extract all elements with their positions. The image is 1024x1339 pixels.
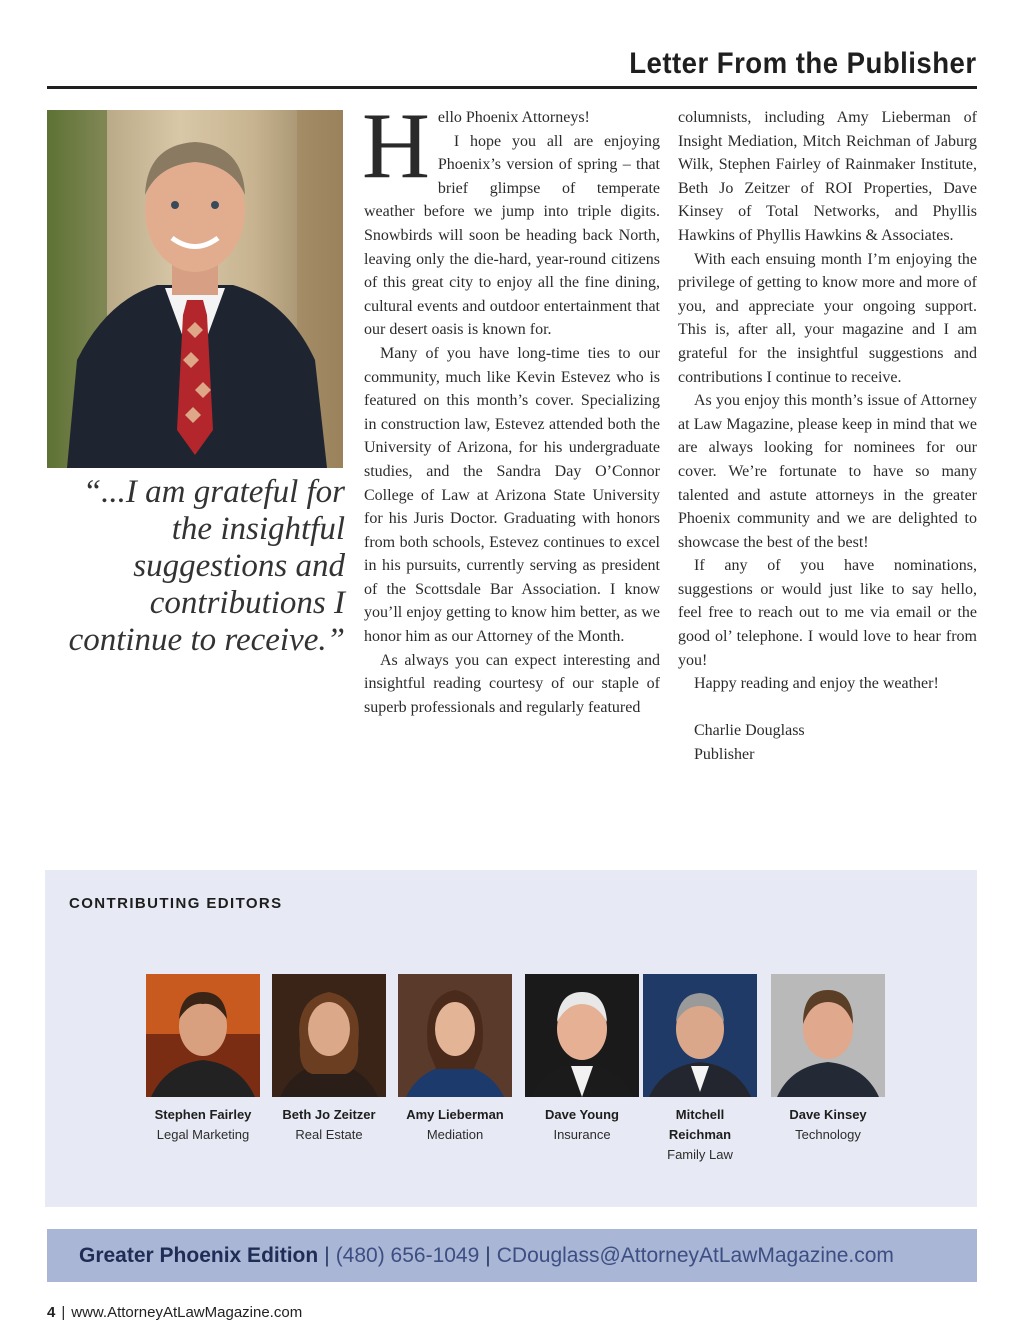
page-number: 4 [47,1304,56,1321]
edition-name: Greater Phoenix Edition [79,1243,319,1267]
pull-quote: “...I am grateful for the insightful suggestions and contributions I continue to receive.” [68,474,345,658]
editor-name: Beth Jo Zeitzer [282,1107,376,1122]
letter-paragraph: Happy reading and enjoy the weather! [694,675,939,693]
editor-name: Dave Kinsey [789,1107,867,1122]
footer-url[interactable]: www.AttorneyAtLawMagazine.com [71,1304,303,1321]
contributing-editors-panel [45,870,977,1207]
edition-contact-bar [47,1229,977,1282]
editor-role: Legal Marketing [156,1127,250,1142]
editor-card [525,974,639,1145]
editor-card [272,974,386,1145]
separator: | [324,1243,330,1267]
letter-column-2 [678,106,977,767]
editor-photo [525,974,639,1097]
separator: | [485,1243,491,1267]
signature-title: Publisher [694,746,755,764]
editor-role: Mediation [426,1127,484,1142]
editor-card [146,974,260,1145]
letter-paragraph: I hope you all are enjoying Phoenix’s version of spring – that brief glimpse of temperate weather before we jump into triple digits. Snowbirds will soon be heading back North, leaving only the die-hard, year-round citizens of this great city to enjoy all the fine dining, cultural events and outdoor entertainment that our desert oasis is known for. [364,132,660,339]
editor-name: Mitchell Reichman [668,1107,732,1142]
contributing-editors-title: CONTRIBUTING EDITORS [69,895,283,912]
header-rule [47,86,977,89]
letter-column-1 [362,94,660,719]
drop-cap: H [362,94,430,198]
editor-card [398,974,512,1145]
editor-photo [146,974,260,1097]
letter-greeting: ello Phoenix Attorneys! [437,109,590,126]
letter-paragraph: Many of you have long-time ties to our community, much like Kevin Estevez who is featured on this month’s cover. Specializing in construction law, Estevez attended both the University of Arizona, for his undergraduate studies, and the Sandra Day O’Connor College of Law at Arizona State University for his Juris Doctor. Graduating with honors from both schools, Estevez continues to excel in his pursuits, currently serving as president of the Scottsdale Bar Association. I know you’ll enjoy getting to know him better, as we honor him as our Attorney of the Month. [364,344,660,646]
letter-paragraph: With each ensuing month I’m enjoying the privilege of getting to know more and more of you, and appreciate your ongoing support. This is, after all, your magazine and I am grateful for the insightful suggestions and contributions I continue to receive. [678,250,977,386]
letter-paragraph: As always you can expect interesting and insightful reading courtesy of our staple of superb professionals and regularly featured [364,651,660,716]
separator: | [61,1304,66,1321]
signature-name: Charlie Douglass [694,722,805,740]
editor-card [771,974,885,1145]
editor-role: Real Estate [295,1127,363,1142]
publisher-portrait [47,110,343,468]
editor-photo [272,974,386,1097]
edition-phone[interactable]: (480) 656-1049 [335,1243,480,1267]
signature-block [678,719,977,766]
editor-role: Family Law [667,1147,733,1162]
letter-paragraph: As you enjoy this month’s issue of Attorney at Law Magazine, please keep in mind that we are always looking for nominees for our cover. We’re fortunate to have so many talented and astute attorneys in the greater Phoenix community and we are delighted to showcase the best of the best! [678,392,977,551]
editor-name: Dave Young [545,1107,619,1122]
edition-email[interactable]: CDouglass@AttorneyAtLawMagazine.com [496,1243,894,1267]
editor-photo [771,974,885,1097]
letter-paragraph: If any of you have nominations, suggestions or would just like to say hello, feel free to reach out to me via email or the good ol’ telephone. I would love to hear from you! [678,557,977,669]
editor-photo [398,974,512,1097]
editor-photo [643,974,757,1097]
editor-name: Amy Lieberman [406,1107,504,1122]
editor-role: Insurance [553,1127,611,1142]
letter-paragraph: columnists, including Amy Lieberman of Insight Mediation, Mitch Reichman of Jaburg Wilk, Stephen Fairley of Rainmaker Institute, Beth Jo Zeitzer of ROI Properties, Dave Kinsey of Total Networks, and Phyllis Hawkins of Phyllis Hawkins & Associates. [678,109,977,244]
editor-name: Stephen Fairley [154,1107,252,1122]
editor-role: Technology [795,1127,861,1142]
page-header-title: Letter From the Publisher [629,47,977,80]
page-footer [47,1304,302,1321]
editor-card [643,974,757,1165]
